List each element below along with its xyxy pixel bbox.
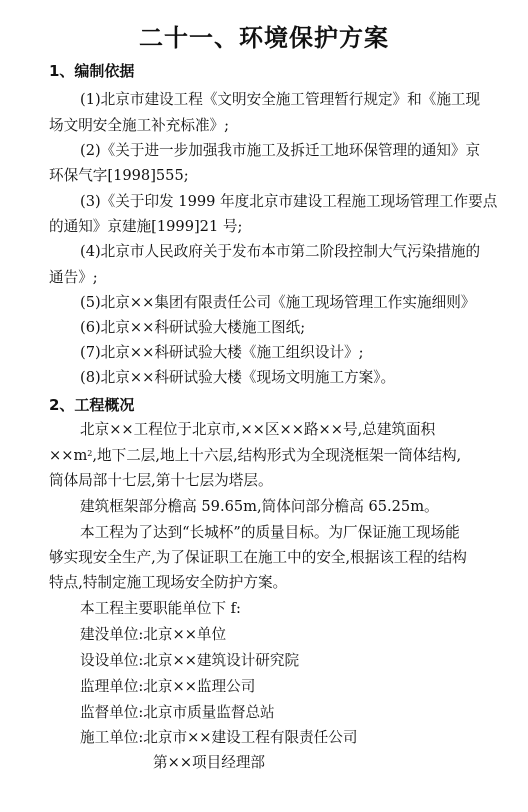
unit-line: 施工单位:北京市××建设工程有限责任公司 — [80, 729, 358, 746]
units-intro: 本工程主要职能单位下 f: — [80, 600, 241, 617]
unit-line: 设设单位:北京××建筑设计研究院 — [80, 652, 300, 669]
overview-line — [49, 446, 461, 466]
section-heading-overview: 2、工程概况 — [49, 396, 135, 414]
unit-line: 建没单位:北京××单位 — [80, 626, 227, 643]
basis-line: 通告》; — [49, 269, 98, 286]
overview-text: ,地下二层,地上十六层,结构形式为全现浇框架一筒体结构, — [92, 447, 462, 464]
goal-line: 特点,特制定施工现场安全防护方案。 — [49, 574, 288, 591]
goal-line: 够实现安全生产,为了保证职工在施工中的安全,根据该工程的结构 — [49, 549, 467, 566]
unit-line: 监督单位:北京市质量监督总站 — [80, 704, 275, 721]
basis-line: (3)《关于印发 1999 年度北京市建设工程施工现场管理工作要点 — [80, 193, 498, 210]
basis-line: 环保气字[1998]555; — [49, 167, 189, 184]
basis-line: (8)北京××科研试验大楼《现场文明施工方案》。 — [80, 369, 396, 386]
page-title: 二十一、环境保护方案 — [139, 23, 389, 52]
basis-line: (2)《关于进一步加强我市施工及拆迁工地环保管理的通知》京 — [80, 142, 481, 159]
overview-line: 筒体局部十七层,第十七层为塔层。 — [49, 472, 273, 489]
basis-line: (1)北京市建设工程《文明安全施工管理暂行规定》和《施工现 — [80, 91, 481, 108]
height-line: 建筑框架部分檐高 59.65m,筒体问部分檐高 65.25m。 — [80, 498, 439, 515]
basis-line: (6)北京××科研试验大楼施工图纸; — [80, 319, 306, 336]
unit-line: 监理单位:北京××监理公司 — [80, 678, 256, 695]
unit-line-tail: 第××项目经理部 — [153, 754, 266, 771]
basis-line: 场文明安全施工补充标准》; — [49, 117, 230, 134]
basis-line: (5)北京××集团有限责任公司《施工现场管理工作实施细则》 — [80, 294, 476, 311]
area-unit: ××m — [49, 447, 88, 464]
section-heading-basis: 1、编制依据 — [49, 62, 135, 80]
overview-line: 北京××工程位于北京市,××区××路××号,总建筑面积 — [80, 421, 436, 438]
basis-line: (4)北京市人民政府关于发布本市第二阶段控制大气污染措施的 — [80, 243, 481, 260]
goal-line: 本工程为了达到“长城杯”的质量目标。为厂保证施工现场能 — [80, 524, 460, 541]
area-unit-superscript: 2 — [87, 449, 93, 458]
basis-line: (7)北京××科研试验大楼《施工组织设计》; — [80, 344, 364, 361]
basis-line: 的通知》京建施[1999]21 号; — [49, 218, 243, 235]
